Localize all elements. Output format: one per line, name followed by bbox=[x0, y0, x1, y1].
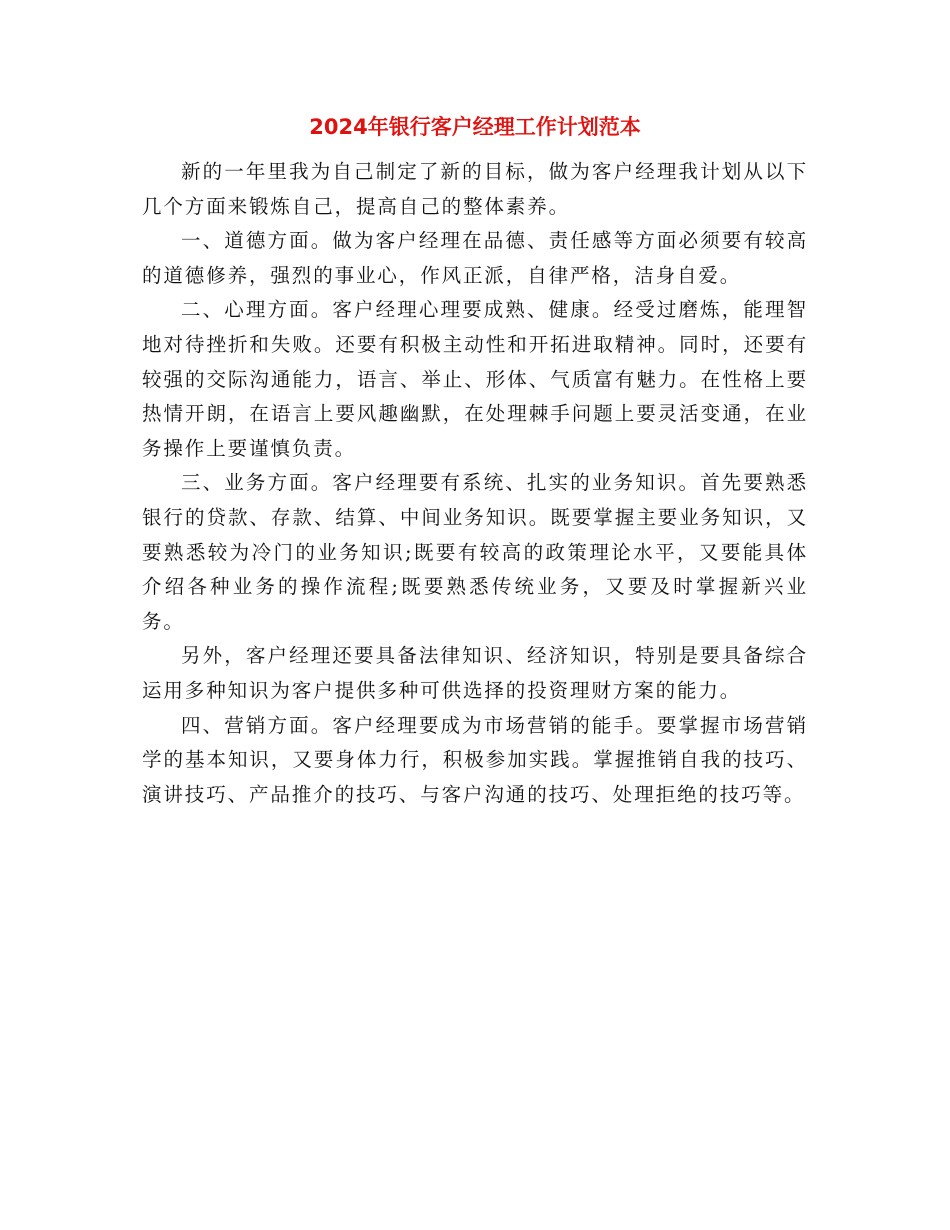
document-body bbox=[142, 155, 808, 812]
paragraph-intro: 新的一年里我为自己制定了新的目标，做为客户经理我计划从以下几个方面来锻炼自己，提高自己的整体素养。 bbox=[142, 160, 808, 218]
paragraph-additional-knowledge: 另外，客户经理还要具备法律知识、经济知识，特别是要具备综合运用多种知识为客户提供多种可供选择的投资理财方案的能力。 bbox=[142, 644, 808, 702]
document-title: 2024年银行客户经理工作计划范本 bbox=[309, 115, 641, 139]
paragraph-morality: 一、道德方面。做为客户经理在品德、责任感等方面必须要有较高的道德修养，强烈的事业心，作风正派，自律严格，洁身自爱。 bbox=[142, 229, 808, 287]
paragraph-marketing: 四、营销方面。客户经理要成为市场营销的能手。要掌握市场营销学的基本知识，又要身体力行，积极参加实践。掌握推销自我的技巧、演讲技巧、产品推介的技巧、与客户沟通的技巧、处理拒绝的技巧等。 bbox=[142, 713, 808, 806]
paragraph-psychology: 二、心理方面。客户经理心理要成熟、健康。经受过磨炼，能理智地对待挫折和失败。还要有积极主动性和开拓进取精神。同时，还要有较强的交际沟通能力，语言、举止、形体、气质富有魅力。在性格上要热情开朗，在语言上要风趣幽默，在处理棘手问题上要灵活变通，在业务操作上要谨慎负责。 bbox=[142, 298, 808, 460]
paragraph-business: 三、业务方面。客户经理要有系统、扎实的业务知识。首先要熟悉银行的贷款、存款、结算、中间业务知识。既要掌握主要业务知识，又要熟悉较为冷门的业务知识;既要有较高的政策理论水平，又要能具体介绍各种业务的操作流程;既要熟悉传统业务，又要及时掌握新兴业务。 bbox=[142, 471, 808, 633]
